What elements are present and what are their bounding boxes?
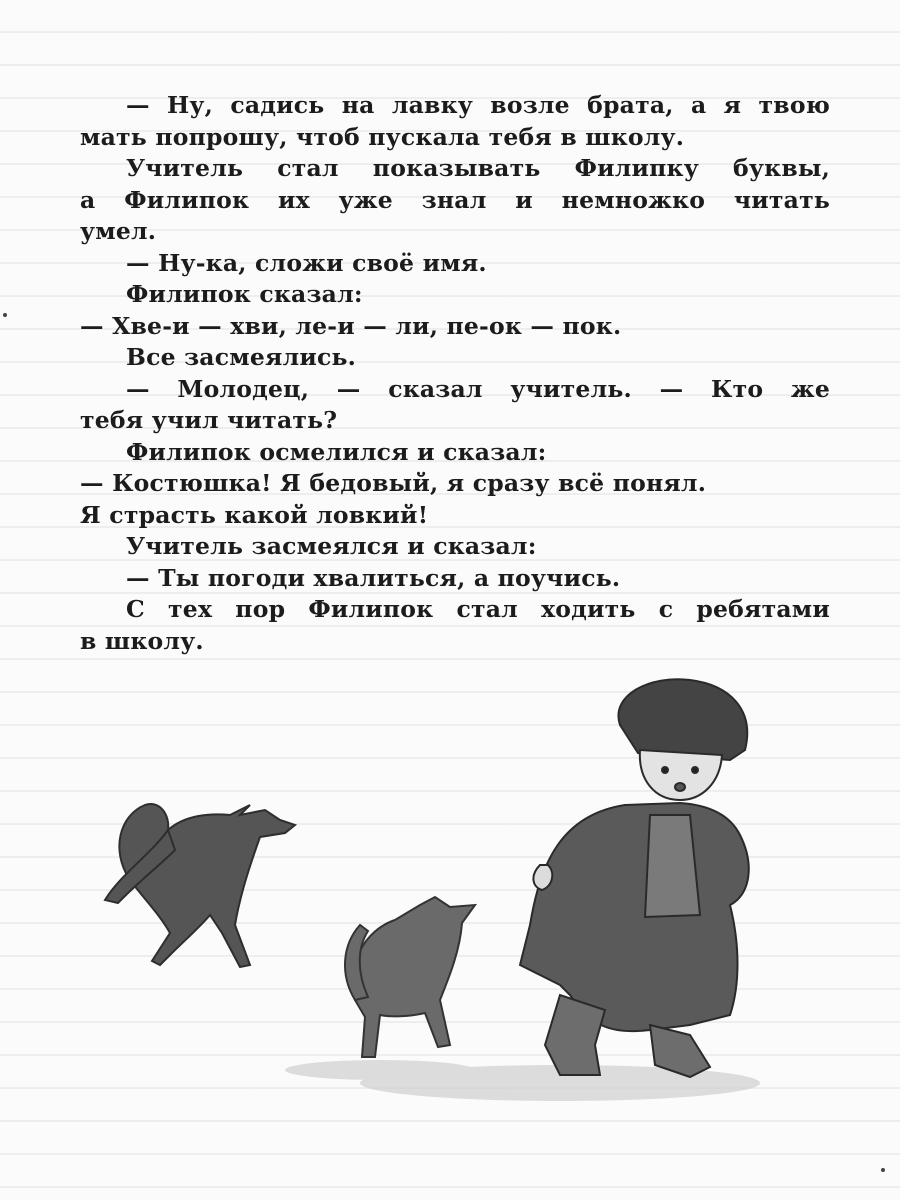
coat	[520, 803, 749, 1031]
text-line: С тех пор Филипок стал ходить с ребятами	[126, 595, 830, 623]
text-line: Учитель засмеялся и сказал:	[126, 532, 537, 560]
text-line: Филипок сказал:	[126, 280, 363, 308]
text-line: Учитель стал показывать Филипку буквы,	[126, 154, 830, 182]
text-line: Все засмеялись.	[126, 343, 357, 371]
fur-hat	[618, 679, 747, 760]
text-line: в школу.	[80, 626, 204, 655]
boy-figure	[520, 679, 749, 1077]
text-line: — Ты погоди хвалиться, а поучись.	[126, 563, 621, 592]
puppy-figure	[345, 897, 475, 1057]
text-line: мать попрошу, чтоб пускала тебя в школу.	[80, 122, 685, 151]
text-line: Я страсть какой ловкий!	[80, 500, 429, 529]
story-text	[80, 90, 830, 657]
text-line: — Костюшка! Я бедовый, я сразу всё понял.	[80, 469, 707, 497]
text-line: Филипок осмелился и сказал:	[126, 437, 547, 466]
boy-with-dogs-illustration	[90, 665, 790, 1125]
shirt	[645, 815, 700, 917]
text-line: — Ну-ка, сложи своё имя.	[126, 248, 487, 277]
text-line: — Ну, садись на лавку возле брата, а я твою	[126, 91, 830, 119]
margin-speck	[3, 313, 7, 317]
face	[640, 750, 722, 800]
text-line: умел.	[80, 217, 157, 245]
text-line: а Филипок их уже знал и немножко читать	[80, 185, 830, 214]
corner-speck	[881, 1168, 885, 1172]
hand	[533, 865, 552, 890]
text-line: — Хве-и — хви, ле-и — ли, пе-ок — пок.	[80, 311, 622, 340]
text-line: — Молодец, — сказал учитель. — Кто же	[126, 374, 830, 403]
text-line: тебя учил читать?	[80, 406, 338, 434]
fox-dog-figure	[105, 804, 295, 967]
